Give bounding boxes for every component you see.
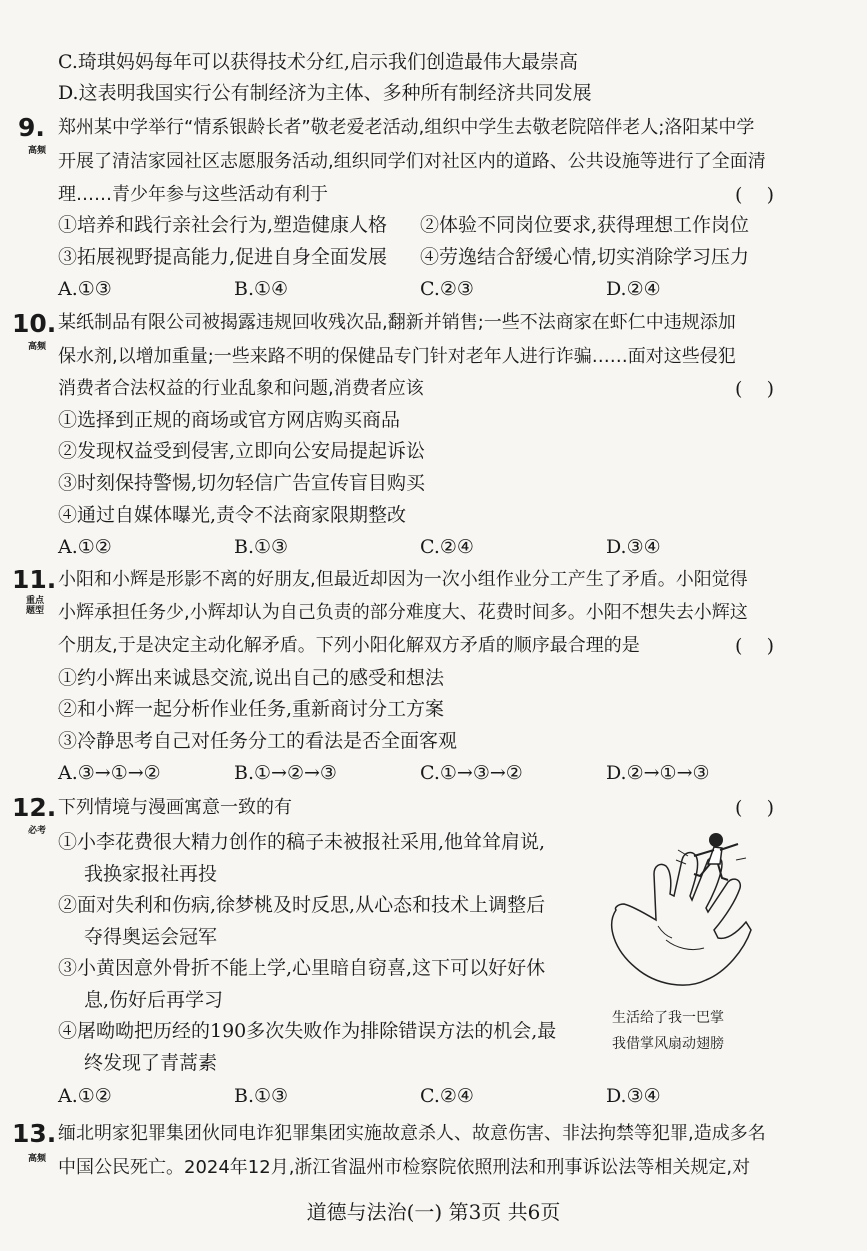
question-tag: 重点题型 xyxy=(26,596,45,616)
statement-item: ④劳逸结合舒缓心情,切实消除学习压力 xyxy=(420,246,750,268)
question-number: 11. xyxy=(12,565,57,594)
stem-line: 郑州某中学举行“情系银龄长者”敬老爱老活动,组织中学生去敬老院陪伴老人;洛阳某中学 xyxy=(58,117,755,138)
page-footer: 道德与法治(一) 第3页 共6页 xyxy=(306,1200,561,1224)
choice-d[interactable]: D.③④ xyxy=(606,536,661,558)
question-number: 13. xyxy=(12,1119,57,1148)
choice-b[interactable]: B.①④ xyxy=(234,278,289,300)
question-number: 12. xyxy=(12,793,57,822)
statement-item-cont: 夺得奥运会冠军 xyxy=(84,926,218,948)
stem-line: 缅北明家犯罪集团伙同电诈犯罪集团实施故意杀人、故意伤害、非法拘禁等犯罪,造成多名 xyxy=(58,1123,766,1144)
choice-c[interactable]: C.②③ xyxy=(420,278,474,300)
choice-b[interactable]: B.①③ xyxy=(234,536,289,558)
statement-item: ②和小辉一起分析作业任务,重新商讨分工方案 xyxy=(58,698,445,720)
cartoon-caption-line: 生活给了我一巴掌 xyxy=(612,1010,724,1026)
choice-c[interactable]: C.①→③→② xyxy=(420,762,523,784)
stem-line: 保水剂,以增加重量;一些来路不明的保健品专门针对老年人进行诈骗……面对这些侵犯 xyxy=(58,346,736,367)
choice-a[interactable]: A.③→①→② xyxy=(58,762,161,784)
question-number: 10. xyxy=(12,309,57,338)
choice-d[interactable]: D.②→①→③ xyxy=(606,762,710,784)
choice-d[interactable]: D.③④ xyxy=(606,1085,661,1107)
question-tag: 高频 xyxy=(28,1154,47,1164)
stem-line: 下列情境与漫画寓意一致的有 xyxy=(58,797,292,818)
statement-item-cont: 我换家报社再投 xyxy=(84,863,218,885)
choice-a[interactable]: A.①② xyxy=(58,1085,112,1107)
answer-paren: ( ) xyxy=(735,635,774,657)
choice-c[interactable]: C.②④ xyxy=(420,1085,474,1107)
choice-a[interactable]: A.①③ xyxy=(58,278,112,300)
question-tag: 高频 xyxy=(28,342,47,352)
cartoon-illustration xyxy=(596,830,766,1000)
statement-item: ①培养和践行亲社会行为,塑造健康人格 xyxy=(58,214,388,236)
stem-line: 某纸制品有限公司被揭露违规回收残次品,翻新并销售;一些不法商家在虾仁中违规添加 xyxy=(58,312,736,333)
stem-line: 小辉承担任务少,小辉却认为自己负责的部分难度大、花费时间多。小阳不想失去小辉这 xyxy=(58,602,748,623)
statement-item: ②面对失利和伤病,徐梦桃及时反思,从心态和技术上调整后 xyxy=(58,894,546,916)
stem-line: 理……青少年参与这些活动有利于 xyxy=(58,184,328,205)
statement-item: ②体验不同岗位要求,获得理想工作岗位 xyxy=(420,214,750,236)
statement-item-cont: 息,伤好后再学习 xyxy=(84,989,224,1011)
choice-c[interactable]: C.②④ xyxy=(420,536,474,558)
choice-b[interactable]: B.①→②→③ xyxy=(234,762,337,784)
answer-paren: ( ) xyxy=(735,184,774,206)
stem-line: 开展了清洁家园社区志愿服务活动,组织同学们对社区内的道路、公共设施等进行了全面清 xyxy=(58,151,766,172)
stem-line: 个朋友,于是决定主动化解矛盾。下列小阳化解双方矛盾的顺序最合理的是 xyxy=(58,635,640,656)
question-number: 9. xyxy=(18,113,45,142)
stem-line: 小阳和小辉是形影不离的好朋友,但最近却因为一次小组作业分工产生了矛盾。小阳觉得 xyxy=(58,569,748,590)
cartoon-caption-line: 我借掌风扇动翅膀 xyxy=(612,1036,724,1052)
statement-item: ①选择到正规的商场或官方网店购买商品 xyxy=(58,409,401,431)
choice-a[interactable]: A.①② xyxy=(58,536,112,558)
answer-paren: ( ) xyxy=(735,797,774,819)
answer-paren: ( ) xyxy=(735,378,774,400)
statement-item: ④通过自媒体曝光,责令不法商家限期整改 xyxy=(58,504,407,526)
statement-item: ②发现权益受到侵害,立即向公安局提起诉讼 xyxy=(58,440,426,462)
choice-d[interactable]: D.②④ xyxy=(606,278,661,300)
question-tag: 必考 xyxy=(28,826,47,836)
stem-line: 中国公民死亡。2024年12月,浙江省温州市检察院依照刑法和刑事诉讼法等相关规定,对 xyxy=(58,1157,751,1178)
statement-item: ③小黄因意外骨折不能上学,心里暗自窃喜,这下可以好好休 xyxy=(58,957,546,979)
option-c-prev: C.琦琪妈妈每年可以获得技术分红,启示我们创造最伟大最崇高 xyxy=(58,51,578,73)
option-d-prev: D.这表明我国实行公有制经济为主体、多种所有制经济共同发展 xyxy=(58,82,592,104)
statement-item: ③时刻保持警惕,切勿轻信广告宣传盲目购买 xyxy=(58,472,426,494)
statement-item: ③冷静思考自己对任务分工的看法是否全面客观 xyxy=(58,730,458,752)
question-tag: 高频 xyxy=(28,146,47,156)
statement-item-cont: 终发现了青蒿素 xyxy=(84,1052,218,1074)
statement-item: ③拓展视野提高能力,促进自身全面发展 xyxy=(58,246,388,268)
stem-line: 消费者合法权益的行业乱象和问题,消费者应该 xyxy=(58,378,424,399)
choice-b[interactable]: B.①③ xyxy=(234,1085,289,1107)
statement-item: ④屠呦呦把历经的190多次失败作为排除错误方法的机会,最 xyxy=(58,1020,557,1042)
statement-item: ①约小辉出来诚恳交流,说出自己的感受和想法 xyxy=(58,667,445,689)
statement-item: ①小李花费很大精力创作的稿子未被报社采用,他耸耸肩说, xyxy=(58,831,546,853)
